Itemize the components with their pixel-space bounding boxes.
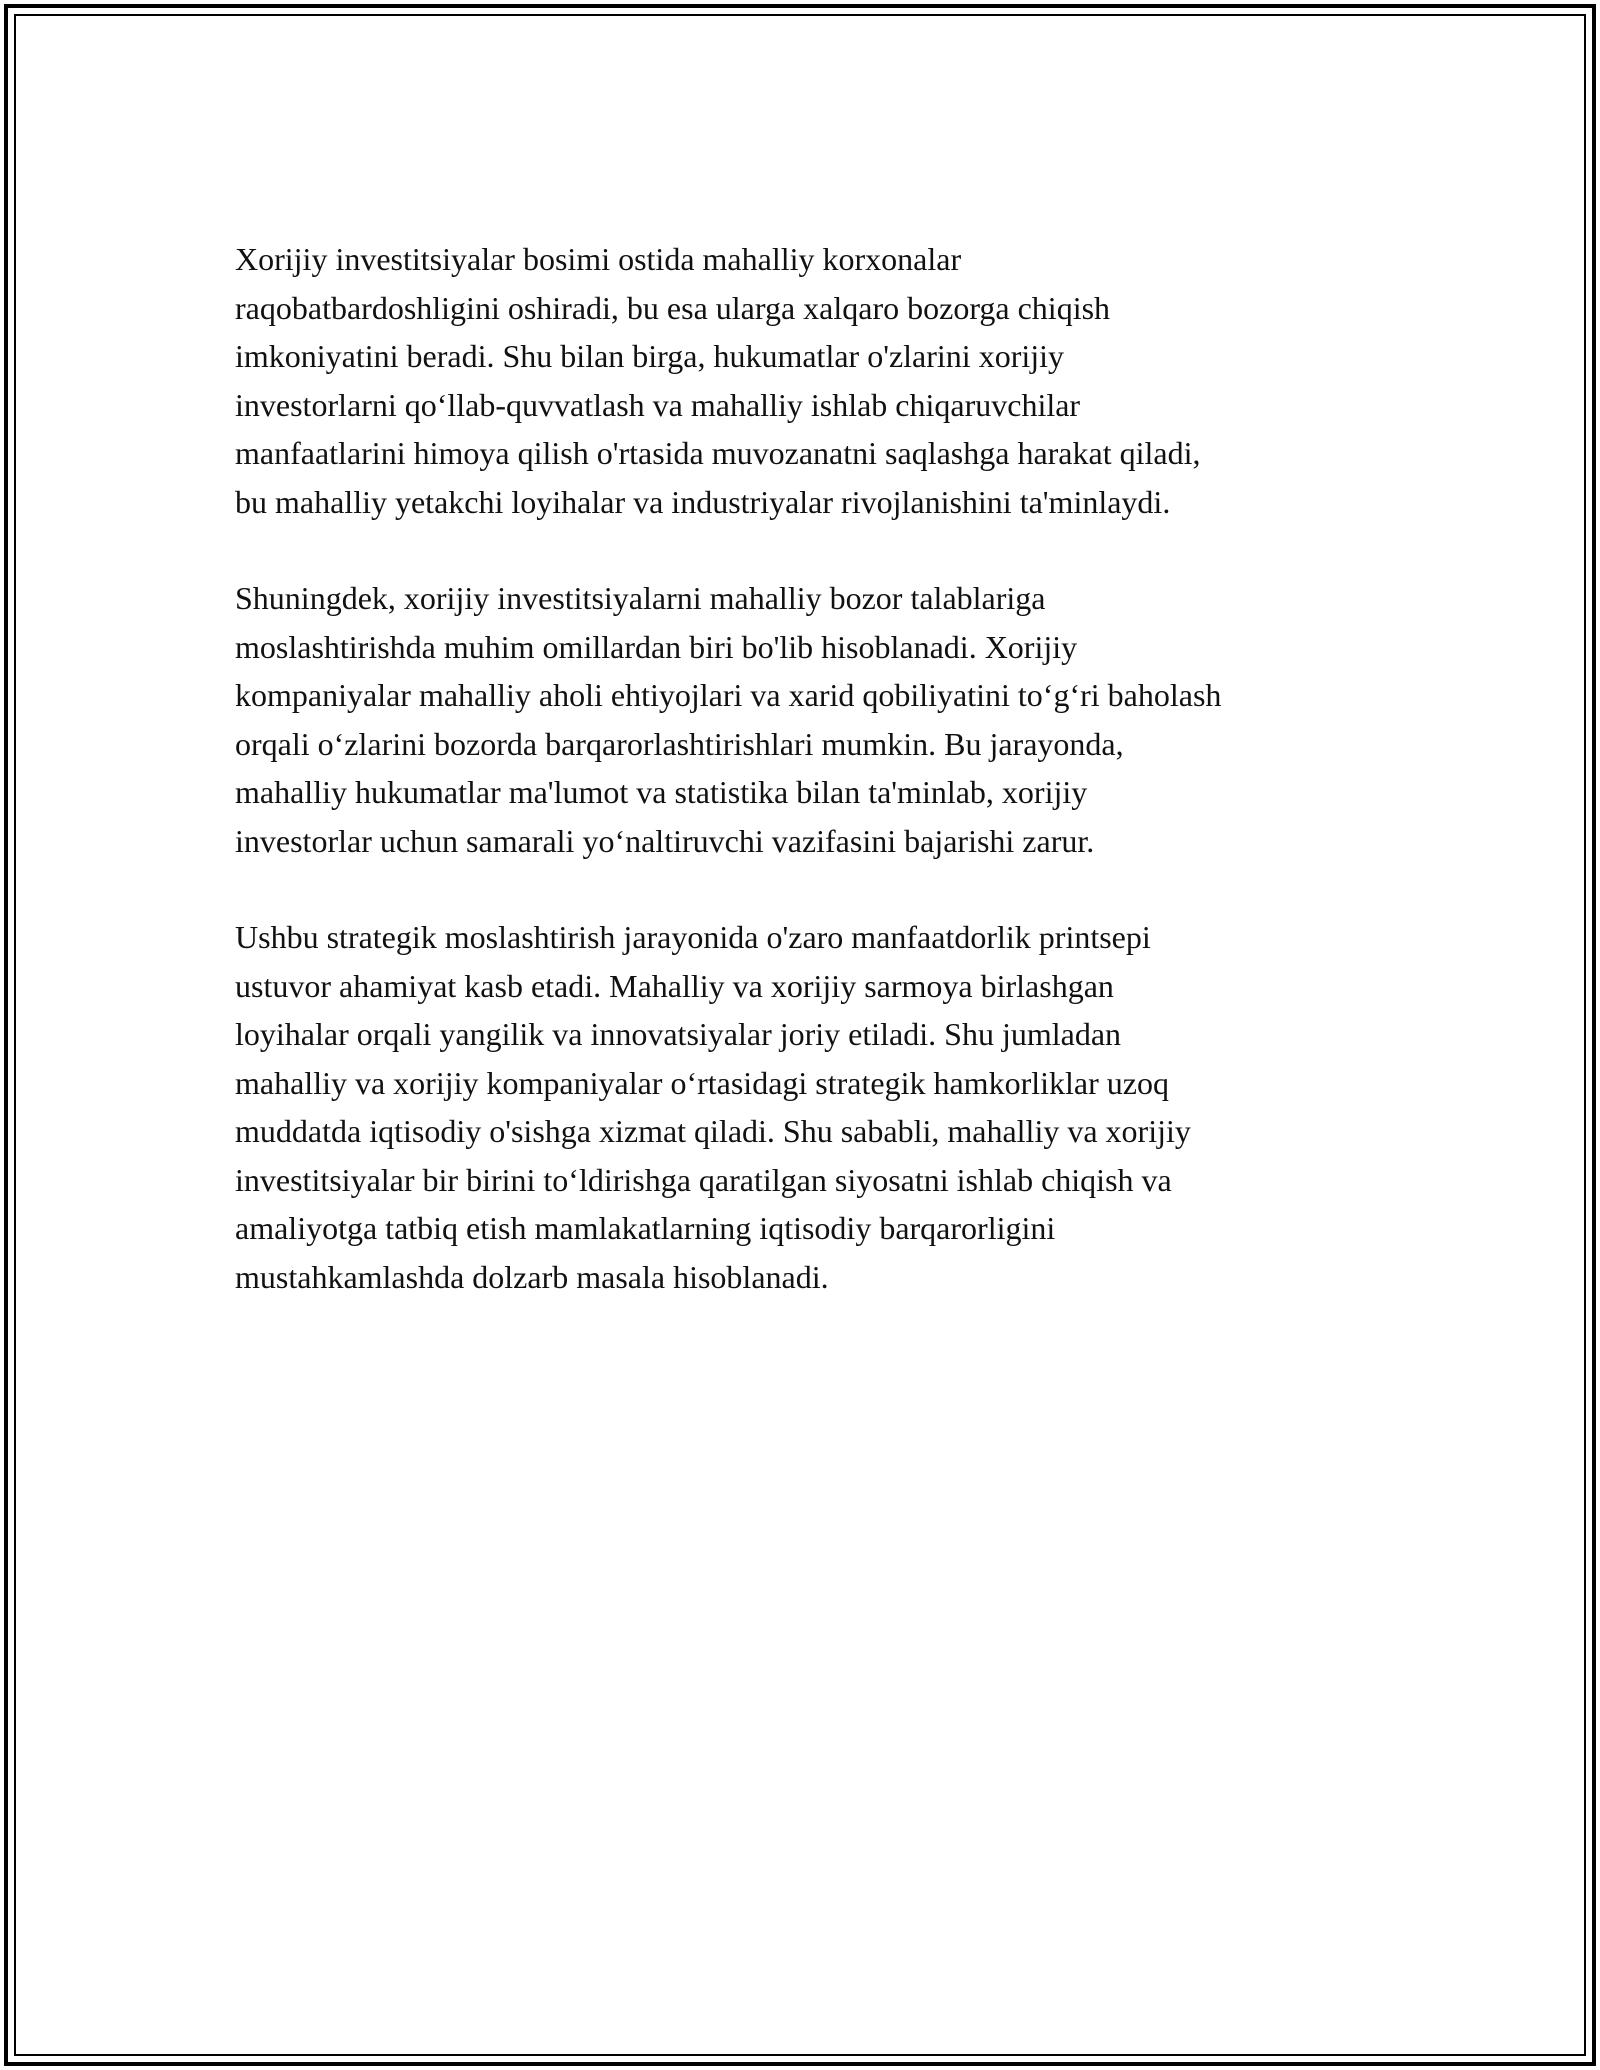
paragraph-2: Shuningdek, xorijiy investitsiyalarni mahalliy bozor talablariga moslashtirishda muhim omillardan biri bo'lib hisoblanadi. Xorijiy kompaniyalar mahalliy aholi ehtiyojlari va xarid qobiliyatini to‘g‘ri baholash orqali o‘zlarini bozorda barqarorlashtirishlari mumkin. Bu jarayonda, mahalliy hukumatlar ma'lumot va statistika bilan ta'minlab, xorijiy investorlar uchun samarali yo‘naltiruvchi vazifasini bajarishi zarur.: [235, 580, 1222, 859]
paragraph-1: Xorijiy investitsiyalar bosimi ostida mahalliy korxonalar raqobatbardoshligini oshiradi, bu esa ularga xalqaro bozorga chiqish imkoniyatini beradi. Shu bilan birga, hukumatlar o'zlarini xorijiy investorlarni qo‘llab-quvvatlash va mahalliy ishlab chiqaruvchilar manfaatlarini himoya qilish o'rtasida muvozanatni saqlashga harakat qiladi, bu mahalliy yetakchi loyihalar va industriyalar rivojlanishini ta'minlaydi.: [235, 241, 1201, 520]
document-body: [235, 235, 1375, 1349]
paragraph-3: Ushbu strategik moslashtirish jarayonida o'zaro manfaatdorlik printsepi ustuvor ahamiyat kasb etadi. Mahalliy va xorijiy sarmoya birlashgan loyihalar orqali yangilik va innovatsiyalar joriy etiladi. Shu jumladan mahalliy va xorijiy kompaniyalar o‘rtasidagi strategik hamkorliklar uzoq muddatda iqtisodiy o'sishga xizmat qiladi. Shu sababli, mahalliy va xorijiy investitsiyalar bir birini to‘ldirishga qaratilgan siyosatni ishlab chiqish va amaliyotga tatbiq etish mamlakatlarning iqtisodiy barqarorligini mustahkamlashda dolzarb masala hisoblanadi.: [235, 919, 1191, 1295]
